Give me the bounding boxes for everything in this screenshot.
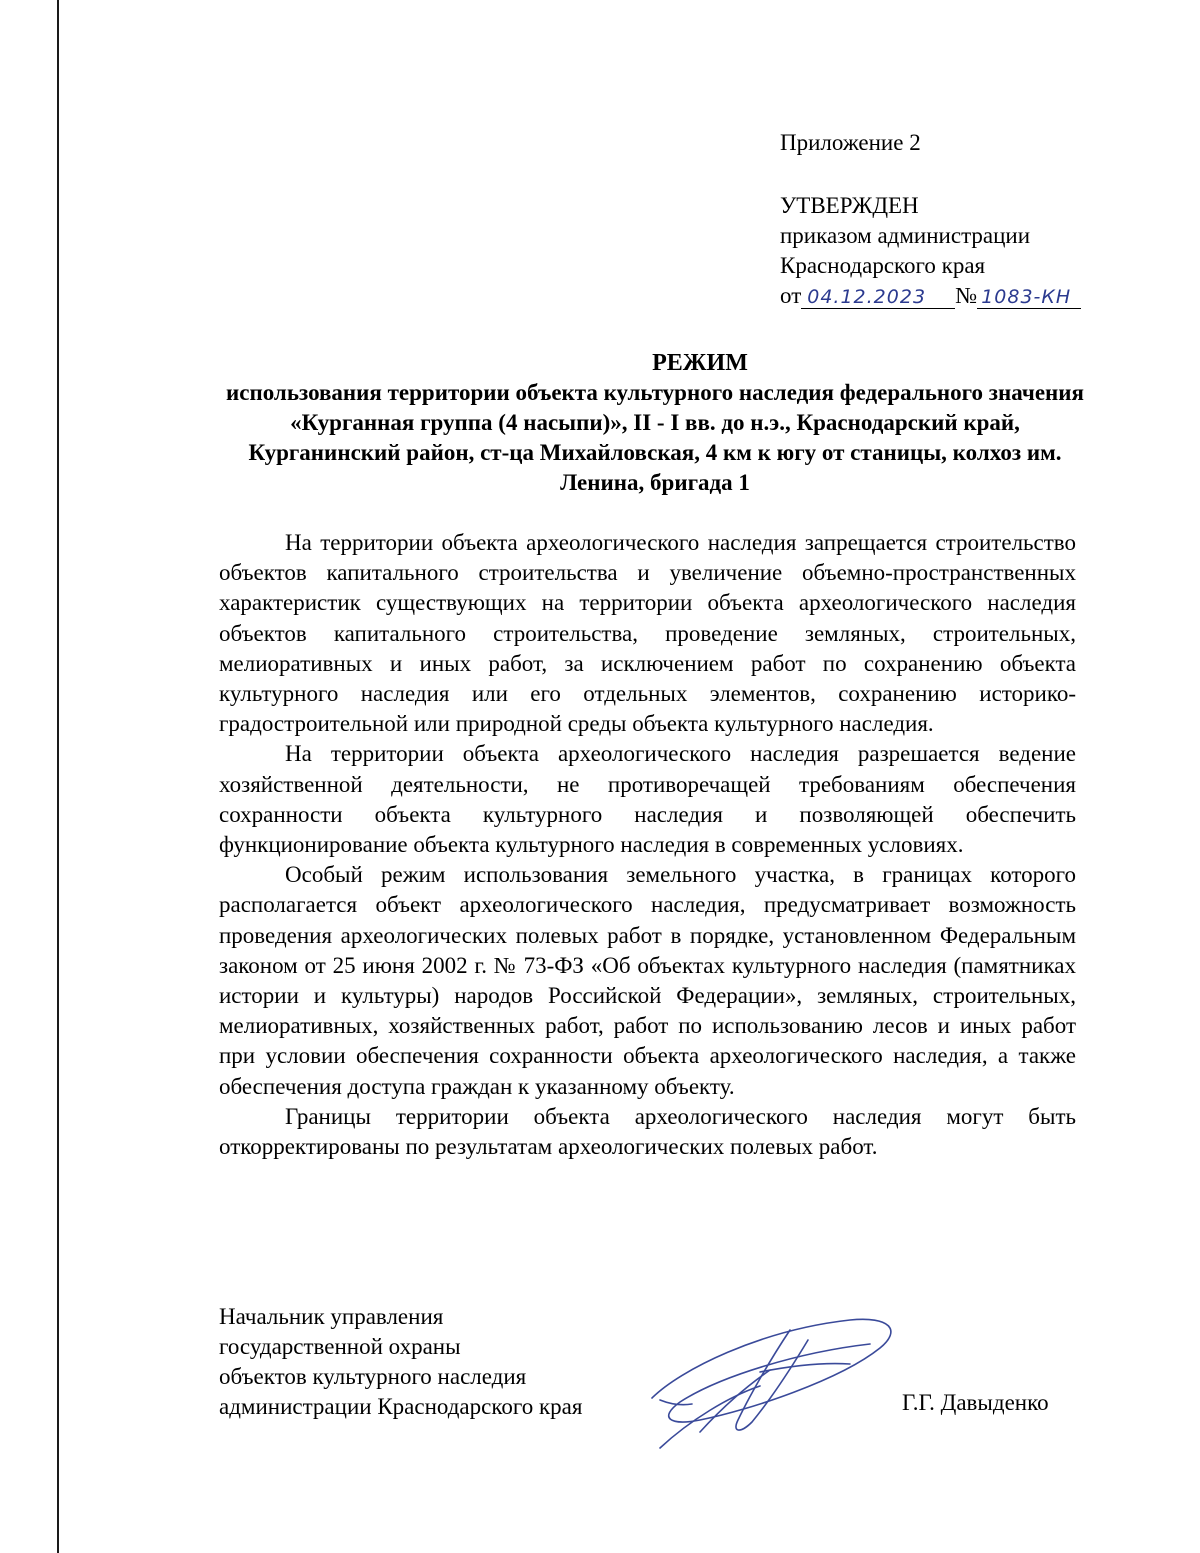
- paragraph: Границы территории объекта археологического наследия могут быть откорректированы по результатам археологических полевых работ.: [219, 1103, 1076, 1160]
- appendix-label: Приложение 2: [780, 130, 921, 155]
- paragraph: На территории объекта археологического наследия запрещается строительство объектов капитального строительства и увеличение объемно-пространственных характеристик существующих на территории объекта археологического наследия объектов капитального строительства, проведение земляных, строительных, мелиоративных и иных работ, за исключением работ по сохранению объекта культурного наследия или его отдельных элементов, сохранению историко-градостроительной или природной среды объекта культурного наследия.: [219, 530, 1076, 737]
- signer-line-2: государственной охраны: [219, 1334, 461, 1359]
- handwritten-number: 1083-КН: [977, 286, 1081, 309]
- signer-name: Г.Г. Давыденко: [902, 1390, 1049, 1415]
- document-body: [219, 528, 1076, 1162]
- document-title: [200, 348, 1200, 498]
- signer-line-3: объектов культурного наследия: [219, 1364, 527, 1389]
- signer-line-1: Начальник управления: [219, 1304, 444, 1329]
- handwritten-signature: [640, 1300, 920, 1460]
- signer-line-4: администрации Краснодарского края: [219, 1394, 583, 1419]
- signer-block: [219, 1302, 582, 1422]
- paragraph: На территории объекта археологического наследия разрешается ведение хозяйственной деятельности, не противоречащей требованиям обеспечения сохранности объекта культурного наследия и позволяющей обеспечить функционирование объекта культурного наследия в современных условиях.: [219, 741, 1076, 858]
- page-edge-line: [57, 0, 59, 1553]
- approved-label: УТВЕРЖДЕН: [780, 193, 919, 218]
- approval-line-2: Краснодарского края: [780, 253, 986, 278]
- handwritten-date: 04.12.2023: [801, 286, 955, 309]
- number-sign: №: [955, 283, 978, 308]
- from-label: от: [780, 283, 802, 308]
- approval-line-1: приказом администрации: [780, 223, 1031, 248]
- title-subtitle: использования территории объекта культурного наследия федерального значения «Курганная группа (4 насыпи)», II - I вв. до н.э., Краснодарский край, Курганинский район, ст-ца Михайловская, 4 км к югу от станицы, колхоз им. Ленина, бригада 1: [226, 380, 1084, 495]
- approval-date-line: [780, 281, 1081, 311]
- title-heading: РЕЖИМ: [652, 350, 748, 376]
- paragraph: Особый режим использования земельного участка, в границах которого располагается объект археологического наследия, предусматривает возможность проведения археологических полевых работ в порядке, установленном Федеральным законом от 25 июня 2002 г. № 73-ФЗ «Об объектах культурного наследия (памятниках истории и культуры) народов Российской Федерации», земляных, строительных, мелиоративных, хозяйственных работ, работ по использованию лесов и иных работ при условии обеспечения сохранности объекта археологического наследия, а также обеспечения доступа граждан к указанному объекту.: [219, 862, 1076, 1099]
- approval-block: [780, 128, 1081, 311]
